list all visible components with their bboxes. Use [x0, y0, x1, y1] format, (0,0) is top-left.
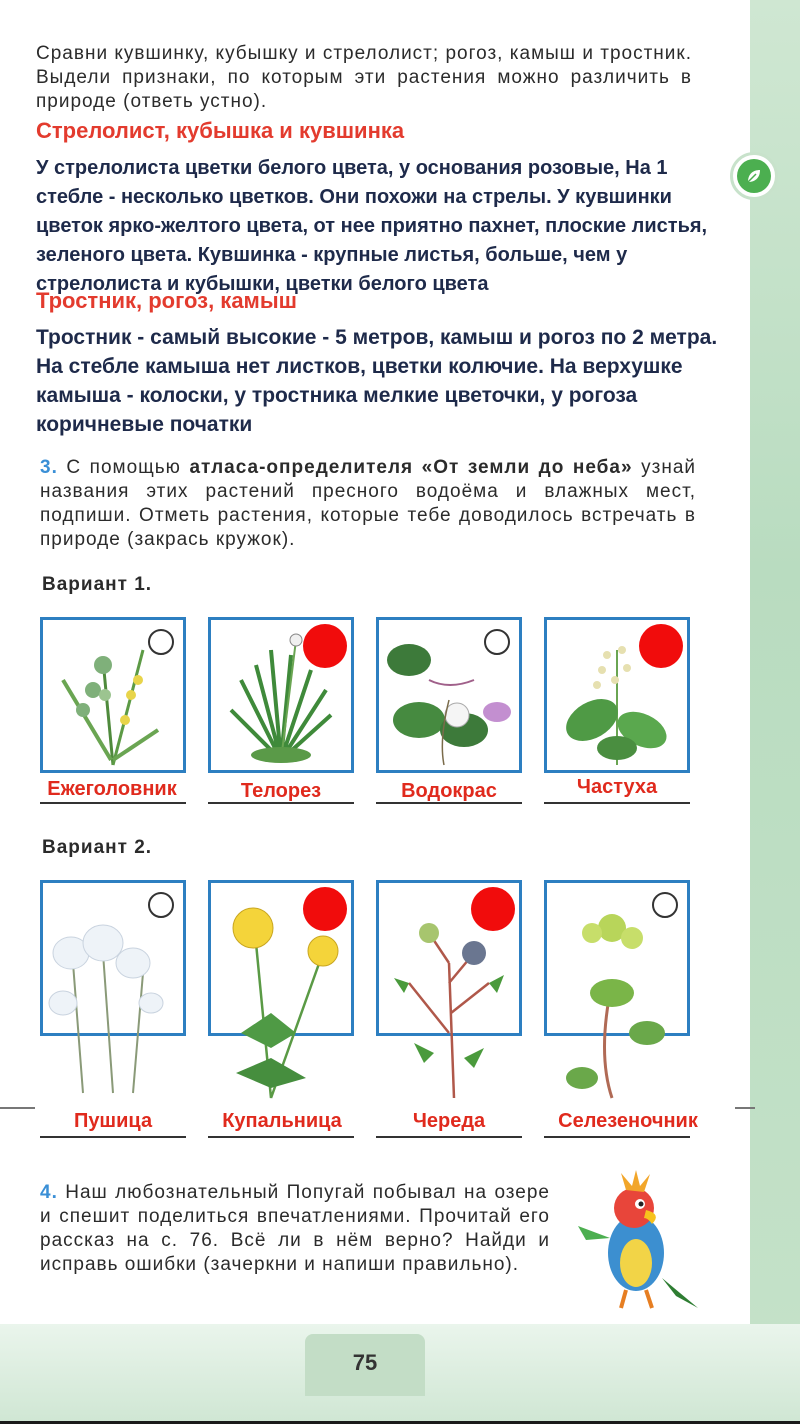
task3-number: 3.: [40, 457, 58, 478]
variant2-label: Вариант 2.: [42, 837, 153, 858]
plant-marker-ezhegolovnik[interactable]: [148, 629, 174, 655]
task4-body: Наш любознательный Попугай побывал на озере и спешит поделиться впечатлениями. Прочитай его рассказ на с. 76. Всё ли в нём верно? Найди и исправь ошибки (зачеркни и напиши правильно).: [40, 1182, 550, 1275]
plant-card-vodokras: [376, 617, 522, 773]
variant1-label: Вариант 1.: [42, 574, 153, 595]
plant-label-kupalnitsa: Купальница: [222, 1110, 342, 1132]
plant-label-ezhegolovnik: Ежеголовник: [47, 778, 177, 800]
plant-card-telorez: [208, 617, 354, 773]
task3-text: [40, 456, 696, 552]
plant-label-selezenochnik: Селезеночник: [558, 1110, 698, 1132]
side-decoration: [750, 0, 800, 1424]
answer1-text: У стрелолиста цветки белого цвета, у основания розовые, На 1 стебле - несколько цветков. Они похожи на стрелы. У кувшинки цветок ярко-желтого цвета, от нее приятно пахнет, плоские листья, зеленого цвета. Кувшинка - крупные листья, больше, чем у стрелолиста и кубышки, цветки белого цвета: [36, 157, 708, 295]
page-number: 75: [352, 1350, 378, 1375]
label-line: [40, 802, 186, 804]
plant-label-chastukha: Частуха: [576, 776, 658, 798]
divider-right: [735, 1107, 755, 1109]
plant-label-telorez: Телорез: [240, 780, 322, 802]
label-line: [376, 1136, 522, 1138]
plant-card-selezenochnik: [544, 880, 690, 1036]
task3-text-after: узнай названия этих растений пресного водоёма и влажных мест, подпиши. Отметь растения, которые тебе доводилось встречать в природе (закрась кружок).: [40, 457, 696, 550]
task3-atlas-title: атласа-определителя «От земли до неба»: [189, 457, 633, 478]
plant-card-chastukha: [544, 617, 690, 773]
plant-card-chereda: [376, 880, 522, 1036]
task3-text-before: С помощью: [66, 457, 181, 478]
plant-label-vodokras: Водокрас: [401, 780, 497, 802]
label-line: [208, 1136, 354, 1138]
answer2-text: Тростник - самый высокие - 5 метров, камыш и рогоз по 2 метра. На стебле камыша нет листков, цветки колючие. На верхушке камыша - колоски, у тростника мелкие цветочки, у рогоза коричневые початки: [36, 326, 718, 436]
plant-card-pushitsa: [40, 880, 186, 1036]
plant-marker-telorez[interactable]: [303, 624, 347, 668]
plant-label-pushitsa: Пушица: [73, 1110, 153, 1132]
plant-card-kupalnitsa: [208, 880, 354, 1036]
label-line: [544, 1136, 690, 1138]
answer2-title: Тростник, рогоз, камыш: [36, 288, 297, 313]
parrot-icon: [566, 1168, 706, 1318]
plant-marker-selezenochnik[interactable]: [652, 892, 678, 918]
leaf-icon: [737, 159, 771, 193]
label-line: [208, 802, 354, 804]
plant-marker-chereda[interactable]: [471, 887, 515, 931]
plant-marker-chastukha[interactable]: [639, 624, 683, 668]
leaf-badge: [730, 152, 778, 200]
task4-number: 4.: [40, 1182, 58, 1203]
plant-marker-vodokras[interactable]: [484, 629, 510, 655]
divider-left: [0, 1107, 35, 1109]
label-line: [40, 1136, 186, 1138]
label-line: [376, 802, 522, 804]
label-line: [544, 802, 690, 804]
plant-marker-pushitsa[interactable]: [148, 892, 174, 918]
task-intro-text: Сравни кувшинку, кубышку и стрелолист; рогоз, камыш и тростник. Выдели признаки, по которым эти растения можно различить в природе (ответь устно).: [36, 43, 692, 112]
plant-marker-kupalnitsa[interactable]: [303, 887, 347, 931]
plant-card-ezhegolovnik: [40, 617, 186, 773]
task4-text: [40, 1181, 550, 1277]
answer1-title: Стрелолист, кубышка и кувшинка: [36, 118, 405, 143]
plant-label-chereda: Череда: [412, 1110, 486, 1132]
